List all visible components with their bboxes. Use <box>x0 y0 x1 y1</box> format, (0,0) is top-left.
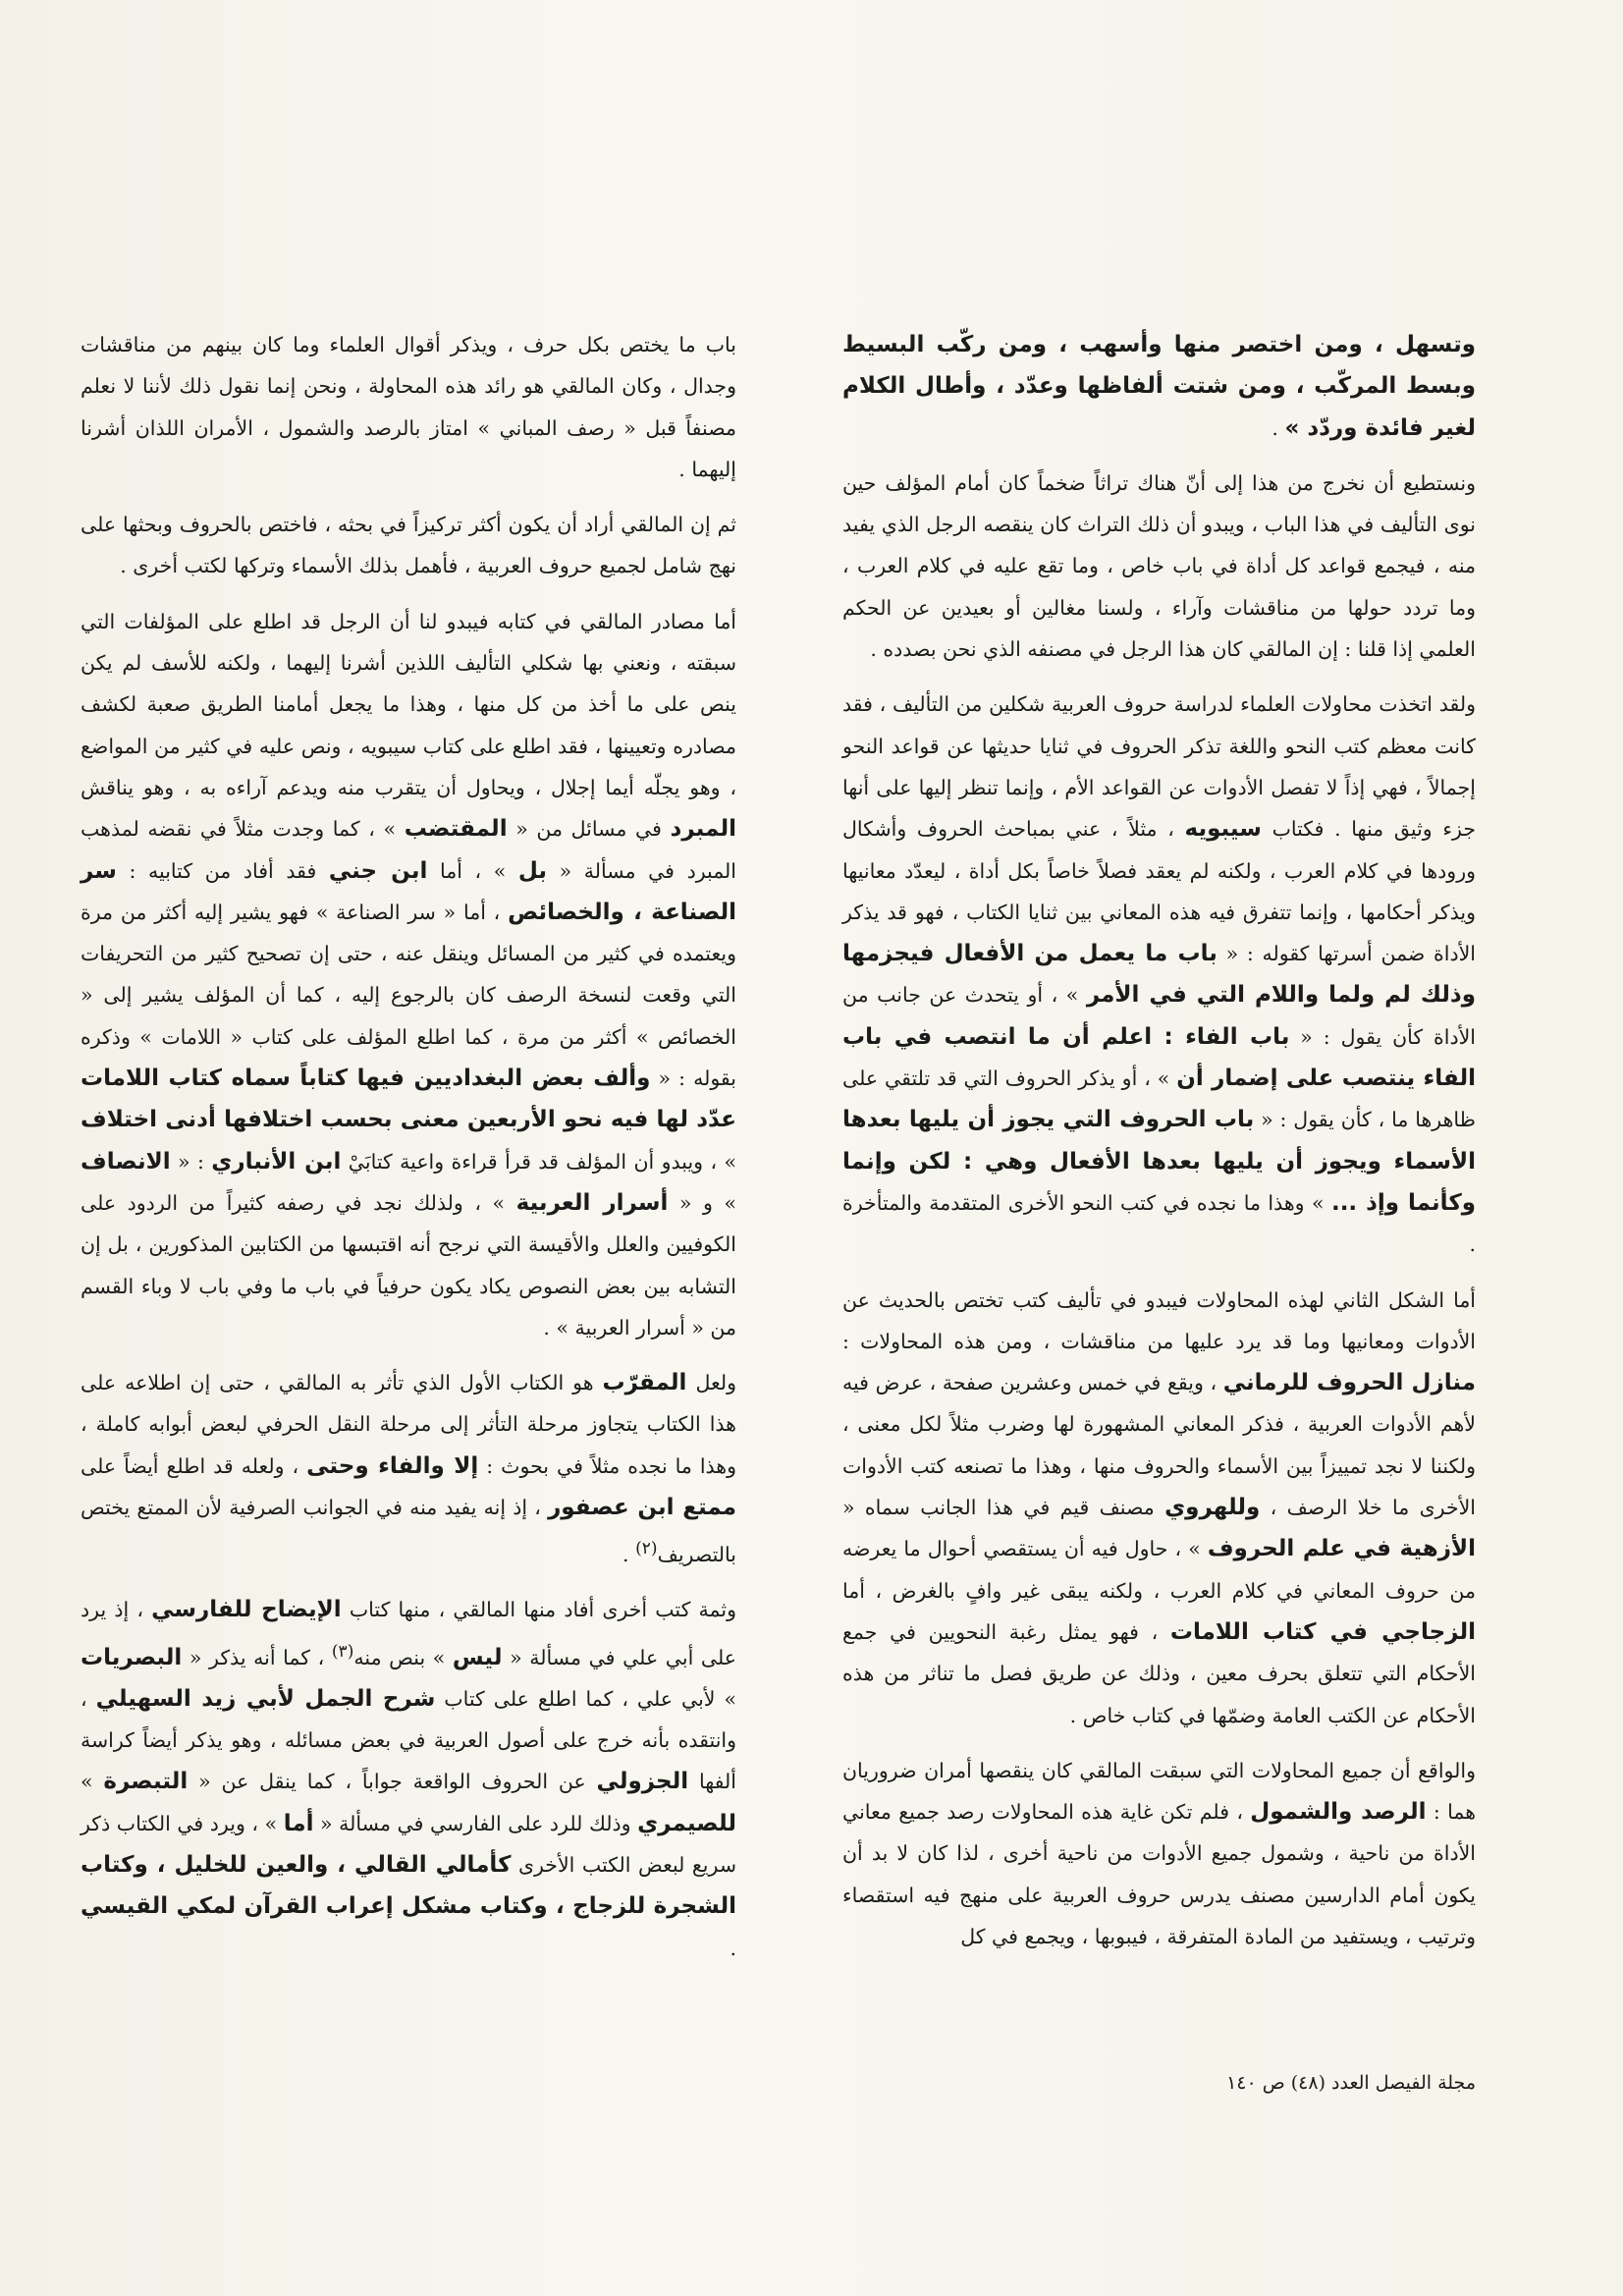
bold-term: الانصاف <box>81 1148 171 1175</box>
bold-quote: وألف بعض البغداديين فيها كتاباً سماه كتاب اللامات عدّد لها فيه نحو الأربعين معنى بحسب اختلافها أدنى اختلاف <box>81 1066 736 1133</box>
text: ، فلم تكن غاية هذه المحاولات رصد جميع معاني الأداة من ناحية ، وشمول جميع الأدوات من ناحية أخرى ، لذا كان لا بد أن يكون أمام الدارسين مصنف يدرس حروف العربية على منهج فيه استقصاء وترتيب ، ويستفيد من المادة المتفرقة ، فيبوبها ، ويجمع في كل <box>842 1800 1476 1948</box>
text: » لأبي علي ، كما اطلع على كتاب <box>435 1686 736 1711</box>
bold-quote: باب الفاء : اعلم أن ما انتصب في باب الفاء ينتصب على إضمار أن <box>842 1023 1476 1092</box>
text: في مسائل من « <box>507 817 671 842</box>
text: ، إذ يرد على أبي علي في مسألة « <box>81 1598 736 1669</box>
paragraph <box>81 1589 736 1969</box>
bold-term: المقرّب <box>602 1370 687 1396</box>
text: » ، ولذلك نجد في رصفه كثيراً من الردود على الكوفيين والعلل والأقيسة التي نرجح أنه اقتبسها من الكتابين المذكورين ، بل إن التشابه بين بعض النصوص يكاد يكون حرفياً في باب ما وفي باب لا وباء القسم من « أسرار العربية » . <box>81 1190 736 1339</box>
text: أما الشكل الثاني لهذه المحاولات فيبدو في تأليف كتب تختص بالحديث عن الأدوات ومعانيها وما قد يرد عليها من مناقشات ، ومن هذه المحاولات : <box>842 1287 1476 1353</box>
bold-term: أسرار العربية <box>515 1189 669 1216</box>
text: هو الكتاب الأول الذي تأثر به المالقي ، حتى إن اطلاعه على هذا الكتاب يتجاوز مرحلة التأثر إلى مرحلة النقل الحرفي لبعض أبوابه كاملة ، وهذا ما نجده مثلاً في بحوث : <box>81 1371 737 1478</box>
paragraph: ثم إن المالقي أراد أن يكون أكثر تركيزاً في بحثه ، فاختص بالحروف وبحثها على نهج شامل لجميع حروف العربية ، فأهمل بذلك الأسماء وتركها لكتب أخرى . <box>81 513 736 578</box>
text: ، أما « سر الصناعة » فهو يشير إليه أكثر من مرة ويعتمده في كثير من المسائل وينقل عنه ، حتى إن تصحيح كثير من التحريفات التي وقعت لنسخة الرصف كان بالرجوع إليه ، كما أن المؤلف يشير إلى « الخصائص » أكثر من مرة ، كما اطلع المؤلف على كتاب « اللامات » وذكره بقوله : « <box>81 900 736 1091</box>
text: . <box>730 1936 736 1960</box>
text: ولقد اتخذت محاولات العلماء لدراسة حروف العربية شكلين من التأليف ، فقد كانت معظم كتب النحو واللغة تذكر الحروف في ثنايا حديثها عن قواعد النحو إجمالاً ، فهي إذاً لا تفصل الأدوات عن القواعد الأم ، وإنما تنظر إليها على أنها جزء وثيق منها . فكتاب <box>842 692 1476 842</box>
bold-term: منازل الحروف للرماني <box>1222 1370 1476 1396</box>
paragraph <box>842 324 1476 449</box>
page-footer: مجلة الفيصل العدد (٤٨) ص ١٤٠ <box>1226 2072 1476 2094</box>
text: » ، أو يذكر الحروف التي قد تلتقي على ظاهرها ما ، كأن يقول : « <box>842 1066 1476 1132</box>
bold-term: البصريات <box>81 1644 183 1670</box>
text: ، كما أنه يذكر « <box>182 1645 332 1669</box>
bold-term: أما <box>283 1810 314 1836</box>
text: ، مثلاً ، عني بمباحث الحروف وأشكال ورودها في كلام العرب ، ولكنه لم يعقد فصلاً خاصاً بكل أداة ، ليعدّد معانيها ويذكر أحكامها ، وإنما تتفرق فيه هذه المعاني بين ثنايا الكتاب ، فهو قد يذكر الأداة ضمن أسرتها كقوله : « <box>842 817 1477 966</box>
text: مصنف قيم في هذا الجانب سماه « <box>842 1496 1165 1520</box>
bold-term: للصيمري <box>637 1810 736 1836</box>
bold-term: الجزولي <box>596 1769 689 1795</box>
text: ، إذ إنه يفيد منه في الجوانب الصرفية لأن الممتع يختص بالتصريف <box>81 1496 736 1567</box>
bold-term: ابن الأنباري <box>211 1148 342 1175</box>
bold-term: الزجاجي في كتاب اللامات <box>1169 1618 1476 1645</box>
text: » و « <box>668 1190 736 1215</box>
bold-term: إلا والفاء وحتى <box>306 1452 479 1479</box>
text: وثمة كتب أخرى أفاد منها المالقي ، منها كتاب <box>341 1598 737 1622</box>
bold-term: المقتضب <box>404 816 508 843</box>
text: ، ويقع في خمس وعشرين صفحة ، عرض فيه لأهم الأدوات العربية ، فذكر المعاني المشهورة لها وضرب مثلاً لكل معنى ، ولكننا لا نجد تمييزاً بين الأسماء والحروف منها ، وهذا ما تصنعه كتب الأدوات الأخرى ما خلا الرصف ، <box>842 1371 1476 1520</box>
bold-term: الإيضاح للفارسي <box>151 1597 342 1623</box>
quote-bold: وتسهل ، ومن اختصر منها وأسهب ، ومن ركّب البسيط وبسط المركّب ، ومن شتت ألفاظها وعدّد ، وأطال الكلام لغير فائدة وردّد » <box>842 332 1476 441</box>
text: وذلك للرد على الفارسي في مسألة « <box>313 1811 638 1835</box>
text: » ، كما وجدت مثلاً في نقضه لمذهب المبرد في مسألة « <box>81 817 736 883</box>
text: . <box>622 1543 636 1567</box>
bold-term: وللهروي <box>1164 1495 1261 1521</box>
paragraph <box>842 683 1476 1265</box>
text: ، فهو يمثل رغبة النحويين في جمع الأحكام التي تتعلق بحرف معين ، وذلك عن طريق فصل ما تناثر من هذه الأحكام عن الكتب العامة وضمّها في كتاب خاص . <box>842 1619 1476 1727</box>
bold-term: ليس <box>452 1644 503 1670</box>
bold-term: المبرد <box>670 816 736 843</box>
text: » وهذا ما نجده في كتب النحو الأخرى المتقدمة والمتأخرة . <box>842 1190 1476 1257</box>
text: فقد أفاد من كتابيه : <box>116 858 329 883</box>
text: ، وانتقده بأنه خرج على أصول العربية في بعض مسائله ، وهو يذكر أيضاً كراسة ألفها <box>81 1686 736 1794</box>
bold-term: بل <box>517 857 548 884</box>
bold-quote: باب ما يعمل من الأفعال فيجزمها وذلك لم ولما واللام التي في الأمر <box>842 941 1476 1009</box>
text: ولعل <box>686 1371 737 1395</box>
bold-term: كأمالي القالي ، والعين للخليل ، وكتاب الشجرة للزجاج ، وكتاب مشكل إعراب القرآن لمكي القيسي <box>81 1852 736 1920</box>
bold-term: سر الصناعة ، والخصائص <box>81 857 737 925</box>
text: » بنص منه <box>353 1645 453 1669</box>
text: » ، أو يتحدث عن جانب من الأداة كأن يقول : « <box>842 983 1477 1049</box>
text: » ، أما <box>427 858 518 883</box>
bold-term: ممتع ابن عصفور <box>548 1495 736 1521</box>
paragraph <box>842 1280 1476 1736</box>
footnote-ref: (٣) <box>331 1641 354 1662</box>
footnote-ref: (٢) <box>635 1539 658 1559</box>
text: . <box>1271 415 1285 440</box>
text: » ، حاول فيه أن يستقصي أحوال ما يعرضه من حروف المعاني في كلام العرب ، ولكنه يبقى غير وافٍ بالغرض ، أما <box>842 1537 1476 1603</box>
paragraph <box>81 1362 736 1575</box>
text: والواقع أن جميع المحاولات التي سبقت المالقي كان ينقصها أمران ضروريان هما : <box>842 1758 1476 1825</box>
paragraph <box>81 601 736 1348</box>
bold-term: ابن جني <box>328 857 428 884</box>
text: » <box>81 1770 104 1794</box>
text: عن الحروف الواقعة جواباً ، كما ينقل عن « <box>188 1770 597 1794</box>
paragraph: باب ما يختص بكل حرف ، ويذكر أقوال العلماء وما كان بينهم من مناقشات وجدال ، وكان المالقي هو رائد هذه المحاولة ، ونحن إنما نقول ذلك لأننا لا نعلم مصنفاً قبل « رصف المباني » امتاز بالرصد والشمول ، الأمران اللذان أشرنا إليهما . <box>81 333 736 481</box>
text: ، ولعله قد اطلع أيضاً على <box>81 1453 307 1478</box>
paragraph: ونستطيع أن نخرج من هذا إلى أنّ هناك تراثاً ضخماً كان أمام المؤلف حين نوى التأليف في هذا الباب ، ويبدو أن ذلك التراث كان ينقصه الرجل الذي يفيد منه ، فيجمع قواعد كل أداة في باب خاص ، وما تقع عليه في كلام العرب ، وما تردد حولها من مناقشات وآراء ، ولسنا مغالين أو بعيدين عن الحكم العلمي إذا قلنا : إن المالقي كان هذا الرجل في مصنفه الذي نحن بصدده . <box>842 470 1476 662</box>
paragraph <box>842 1750 1476 1957</box>
bold-term: سيبويه <box>1184 816 1262 843</box>
bold-term: شرح الجمل لأبي زيد السهيلي <box>95 1685 436 1712</box>
bold-quote: باب الحروف التي يجوز أن يليها بعدها الأسماء ويجوز أن يليها بعدها الأفعال وهي : لكن وإنما وكأنما وإذ ... <box>842 1107 1476 1216</box>
left-column <box>81 324 736 1983</box>
text: أما مصادر المالقي في كتابه فيبدو لنا أن الرجل قد اطلع على المؤلفات التي سبقته ، ونعني بها شكلي التأليف اللذين أشرنا إليهما ، ولكنه للأسف لم يكن ينص على ما أخذ من كل منها ، وهذا ما يجعل أمامنا الطريق صعبة لكشف مصادره وتعيينها ، فقد اطلع على كتاب سيبويه ، ونص عليه في كثير من المواضع ، وهو يجلّه أيما إجلال ، ويحاول أن يتقرب منه ويدعم آراءه به ، وهو يناقش <box>81 609 736 799</box>
bold-term: التبصرة <box>103 1769 189 1795</box>
text: : « <box>170 1149 212 1174</box>
text: » ، ويبدو أن المؤلف قد قرأ قراءة واعية كتابَيْ <box>341 1149 737 1174</box>
bold-term: الرصد والشمول <box>1250 1799 1427 1826</box>
right-column <box>842 324 1476 1971</box>
bold-term: الأزهية في علم الحروف <box>1207 1536 1476 1562</box>
text: » ، ويرد في الكتاب ذكر سريع لبعض الكتب الأخرى <box>81 1811 736 1878</box>
